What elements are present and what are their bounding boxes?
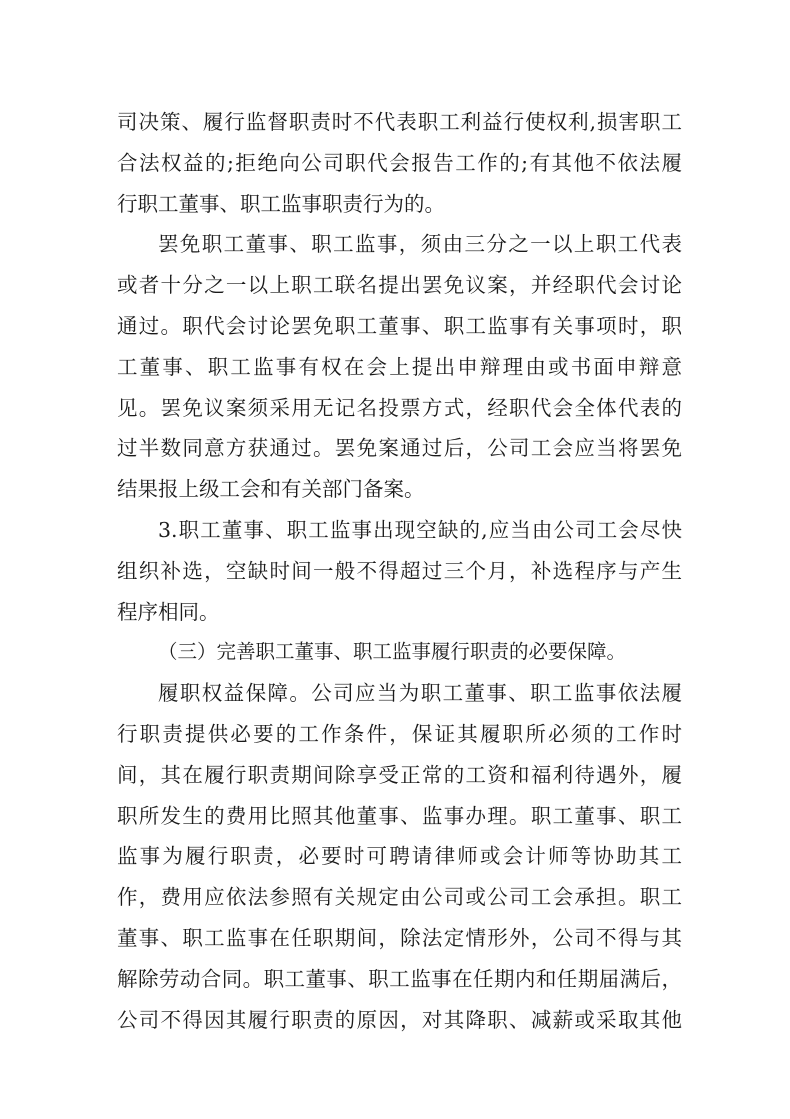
text-line: 公司不得因其履行职责的原因，对其降职、减薪或采取其他	[117, 1007, 682, 1032]
text-line: 工董事、职工监事有权在会上提出申辩理由或书面申辩意	[117, 354, 682, 379]
text-line: 过半数同意方获通过。罢免案通过后，公司工会应当将罢免	[117, 436, 682, 461]
section-heading: （三）完善职工董事、职工监事履行职责的必要保障。	[158, 640, 627, 664]
text-line: 见。罢免议案须采用无记名投票方式，经职代会全体代表的	[117, 395, 682, 420]
text-line: 行职责提供必要的工作条件，保证其履职所必须的工作时	[117, 721, 682, 746]
text-line: 行职工董事、职工监事职责行为的。	[117, 191, 445, 216]
document-body	[117, 102, 682, 1040]
text-line: 结果报上级工会和有关部门备案。	[117, 477, 425, 502]
text-line: 间，其在履行职责期间除享受正常的工资和福利待遇外，履	[117, 762, 682, 787]
text-line: 程序相同。	[117, 599, 220, 624]
text-line: 监事为履行职责，必要时可聘请律师或会计师等协助其工	[117, 844, 682, 869]
paragraph-first-line: 罢免职工董事、职工监事，须由三分之一以上职工代表	[158, 232, 682, 257]
text-line: 职所发生的费用比照其他董事、监事办理。职工董事、职工	[117, 803, 682, 828]
text-line: 组织补选，空缺时间一般不得超过三个月，补选程序与产生	[117, 558, 682, 583]
paragraph-first-line: 履职权益保障。公司应当为职工董事、职工监事依法履	[158, 681, 682, 706]
text-line: 解除劳动合同。职工董事、职工监事在任期内和任期届满后，	[117, 966, 682, 991]
paragraph-first-line: 3.职工董事、职工监事出现空缺的,应当由公司工会尽快	[158, 517, 682, 542]
text-line: 或者十分之一以上职工联名提出罢免议案，并经职代会讨论	[117, 273, 682, 298]
text-line: 司决策、履行监督职责时不代表职工利益行使权利,损害职工	[117, 110, 682, 134]
text-line: 作，费用应依法参照有关规定由公司或公司工会承担。职工	[117, 885, 682, 910]
text-line: 通过。职代会讨论罢免职工董事、职工监事有关事项时，职	[117, 313, 682, 338]
text-line: 董事、职工监事在任职期间，除法定情形外，公司不得与其	[117, 925, 682, 950]
text-line: 合法权益的;拒绝向公司职代会报告工作的;有其他不依法履	[117, 150, 682, 175]
